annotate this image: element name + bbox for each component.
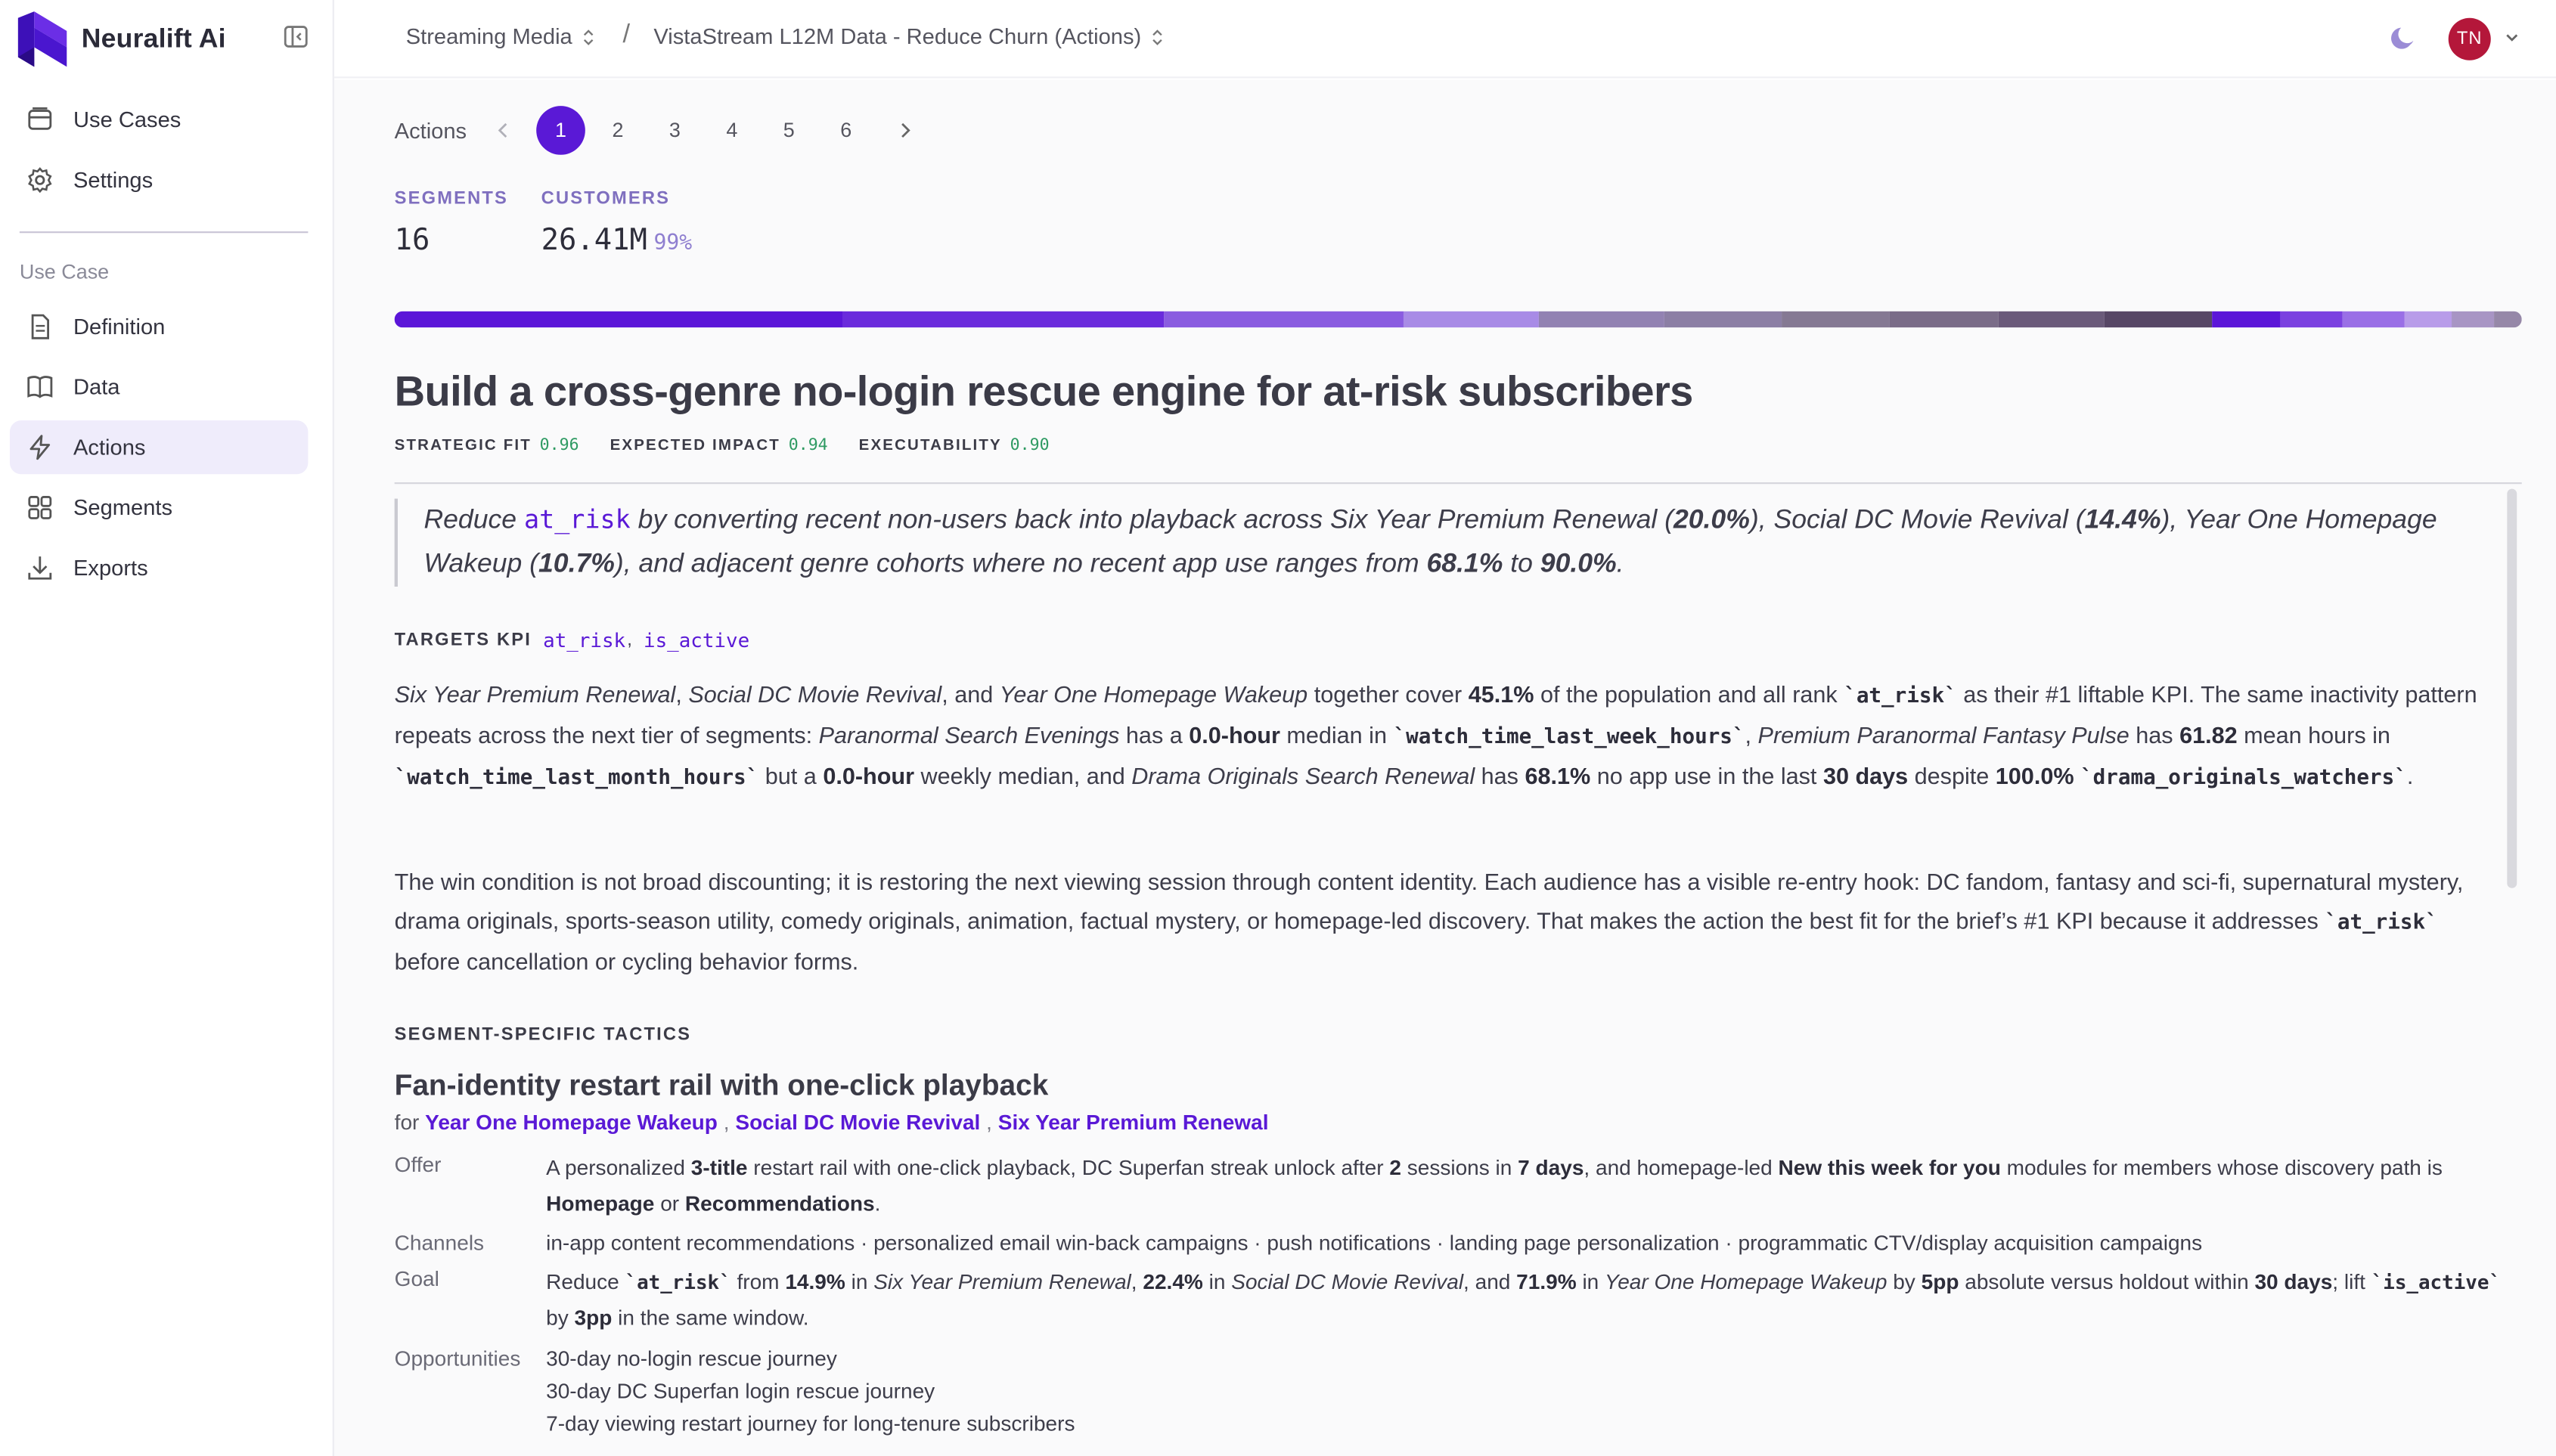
targets-kpi-row: TARGETS KPI at_risk , is_active [394,629,750,652]
kpi-tag[interactable]: is_active [643,629,750,652]
channels-value: in-app content recommendations · personalized email win-back campaigns · push notifications · landing page personalization · programmatic CTV/display acquisition campaigns [546,1230,2203,1255]
channels-label: Channels [394,1230,485,1255]
action-summary-quote: Reduce at_risk by converting recent non-users back into playback across Six Year Premium Renewal (20.0%), Social DC Movie Revival (14.4%), Year One Homepage Wakeup (10.7%), and adjacent genre cohorts where no recent app use ranges from 68.1% to 90.0%. [395,499,2498,587]
breadcrumb-label: VistaStream L12M Data - Reduce Churn (Actions) [653,24,1142,49]
offer-value: A personalized 3-title restart rail with one-click playback, DC Superfan streak unlock after 2 sessions in 7 days, and homepage-led New this week for you modules for members whose discovery path is Homepage or Recommendations. [546,1155,2443,1216]
sidebar-item-actions[interactable] [10,420,308,474]
main-content [334,80,2556,1456]
segment-bar-slice[interactable] [1998,311,2105,328]
segment-link[interactable]: Six Year Premium Renewal [997,1109,1269,1135]
segment-distribution-bar [395,311,2522,328]
pager-label: Actions [394,118,467,143]
sidebar-item-settings[interactable] [10,153,308,207]
sidebar [0,0,334,1456]
breadcrumb-separator: / [622,21,631,49]
segment-bar-slice[interactable] [1664,311,1782,328]
score-label: EXPECTED IMPACT [610,436,780,455]
customers-stat-value: 26.41M [541,223,647,258]
tactic-segments: for Year One Homepage Wakeup , Social DC Movie Revival , Six Year Premium Renewal [394,1109,1269,1135]
action-scores [395,437,1081,455]
segment-bar-slice[interactable] [395,311,844,328]
lightning-icon [24,432,54,462]
sidebar-item-exports[interactable] [10,541,308,595]
opportunity-item[interactable]: 30-day no-login rescue journey [546,1346,837,1371]
segment-bar-slice[interactable] [1538,311,1664,328]
segment-link[interactable]: Social DC Movie Revival [735,1109,981,1135]
book-icon [24,373,54,402]
segment-bar-slice[interactable] [2280,311,2342,328]
tactic-title: Fan-identity restart rail with one-click playback [394,1069,1049,1102]
sidebar-item-label: Definition [73,314,166,339]
page-number-list [536,106,944,155]
chevron-left-icon[interactable] [495,121,512,141]
segment-link[interactable]: Year One Homepage Wakeup [425,1109,718,1135]
segment-bar-slice[interactable] [2342,311,2404,328]
breadcrumb-industry[interactable] [406,24,595,48]
segment-bar-slice[interactable] [1164,311,1404,328]
sidebar-section-label: Use Case [19,260,110,284]
breadcrumb-use-case[interactable] [653,24,1164,48]
offer-label: Offer [394,1152,442,1177]
segment-bar-slice[interactable] [1782,311,1888,328]
tactics-section-label: SEGMENT-SPECIFIC TACTICS [394,1024,692,1045]
sidebar-item-label: Actions [73,435,146,460]
segments-stat-value: 16 [394,223,430,258]
goal-value: Reduce `at_risk` from 14.9% in Six Year Premium Renewal, 22.4% in Social DC Movie Revival, and 71.9% in Year One Homepage Wakeup by 5pp absolute versus holdout within 30 days; lift `is_active` by 3pp in the same window. [546,1269,2502,1330]
goal-label: Goal [394,1265,439,1291]
sidebar-item-label: Use Cases [73,107,181,132]
segment-bar-slice[interactable] [2404,311,2451,328]
rationale-paragraph-1: Six Year Premium Renewal, Social DC Movie Revival, and Year One Homepage Wakeup together cover 45.1% of the population and all rank `at_risk` as their #1 liftable KPI. The same inactivity pattern repeats across the next tier of segments: Paranormal Search Evenings has a 0.0-hour median in `watch_time_last_week_hours`, Premium Paranormal Fantasy Pulse has 61.82 mean hours in `watch_time_last_month_hours` but a 0.0-hour weekly median, and Drama Originals Search Renewal has 68.1% no app use in the last 30 days despite 100.0% `drama_originals_watchers`. [394,683,2477,791]
rationale-paragraph-2: The win condition is not broad discounting; it is restoring the next viewing session through content identity. Each audience has a visible re-entry hook: DC fandom, fantasy and sci-fi, supernatural mystery, drama originals, sports-season utility, comedy originals, animation, factual mystery, or homepage-led discovery. That makes the action the best fit for the brief’s #1 KPI because it addresses `at_risk` before cancellation or cycling behavior forms. [394,870,2464,977]
sidebar-item-label: Segments [73,495,173,520]
breadcrumb-label: Streaming Media [405,24,572,49]
page-4-button[interactable]: 4 [726,119,738,142]
customers-stat [541,223,692,257]
gear-icon [24,166,54,195]
actions-pager [395,106,467,155]
section-divider [395,482,2522,484]
chevron-updown-icon [1151,27,1164,47]
segment-bar-slice[interactable] [843,311,1164,328]
kpi-link[interactable]: at_risk [523,505,631,535]
top-header [334,0,2556,78]
strategic-fit-score: 0.96 [539,436,579,455]
content-scrollbar[interactable] [2507,489,2517,888]
segment-bar-slice[interactable] [1889,311,1998,328]
sidebar-item-label: Data [73,374,120,400]
chevron-updown-icon [582,27,595,47]
customers-stat-label: CUSTOMERS [541,189,671,209]
sidebar-item-label: Settings [73,168,154,193]
page-3-button[interactable]: 3 [668,119,681,142]
page-6-button[interactable]: 6 [840,119,852,142]
segment-bar-slice[interactable] [2212,311,2280,328]
sidebar-item-segments[interactable] [10,481,308,534]
opportunity-item[interactable]: 30-day DC Superfan login rescue journey [546,1378,935,1403]
app-name: Neuralift Ai [81,23,226,54]
opportunities-list [546,1343,2510,1440]
document-icon [24,312,54,342]
action-title: Build a cross-genre no-login rescue engine for at-risk subscribers [394,367,1693,416]
sidebar-collapse-icon[interactable] [284,24,308,48]
user-avatar[interactable]: TN [2449,18,2491,60]
chevron-right-icon[interactable] [897,121,914,141]
kpi-tag[interactable]: at_risk [543,629,626,652]
page-1-button[interactable]: 1 [536,106,585,155]
expected-impact-score: 0.94 [788,436,828,455]
neuralift-logo-icon [18,11,67,67]
segment-bar-slice[interactable] [2451,311,2494,328]
segment-bar-slice[interactable] [2494,311,2522,328]
executability-score: 0.90 [1010,436,1050,455]
grid-icon [24,493,54,522]
sidebar-item-data[interactable] [10,360,308,414]
score-label: STRATEGIC FIT [394,436,532,455]
page-5-button[interactable]: 5 [783,119,795,142]
score-label: EXECUTABILITY [858,436,1002,455]
targets-kpi-label: TARGETS KPI [394,630,532,651]
download-icon [24,553,54,583]
layers-icon [24,105,54,135]
page-2-button[interactable]: 2 [612,119,624,142]
sidebar-item-label: Exports [73,556,148,581]
customers-stat-percent: 99% [653,231,693,256]
sidebar-item-definition[interactable] [10,300,308,354]
segment-bar-slice[interactable] [1404,311,1538,328]
brand[interactable] [18,10,226,69]
moon-icon[interactable] [2390,24,2419,54]
segment-bar-slice[interactable] [2105,311,2211,328]
segments-stat-label: SEGMENTS [394,189,508,209]
opportunity-item[interactable]: 7-day viewing restart journey for long-tenure subscribers [546,1411,1075,1436]
chevron-down-icon[interactable] [2504,31,2520,44]
sidebar-divider [20,231,309,233]
opportunities-label: Opportunities [394,1346,521,1371]
sidebar-item-use-cases[interactable] [10,93,308,147]
